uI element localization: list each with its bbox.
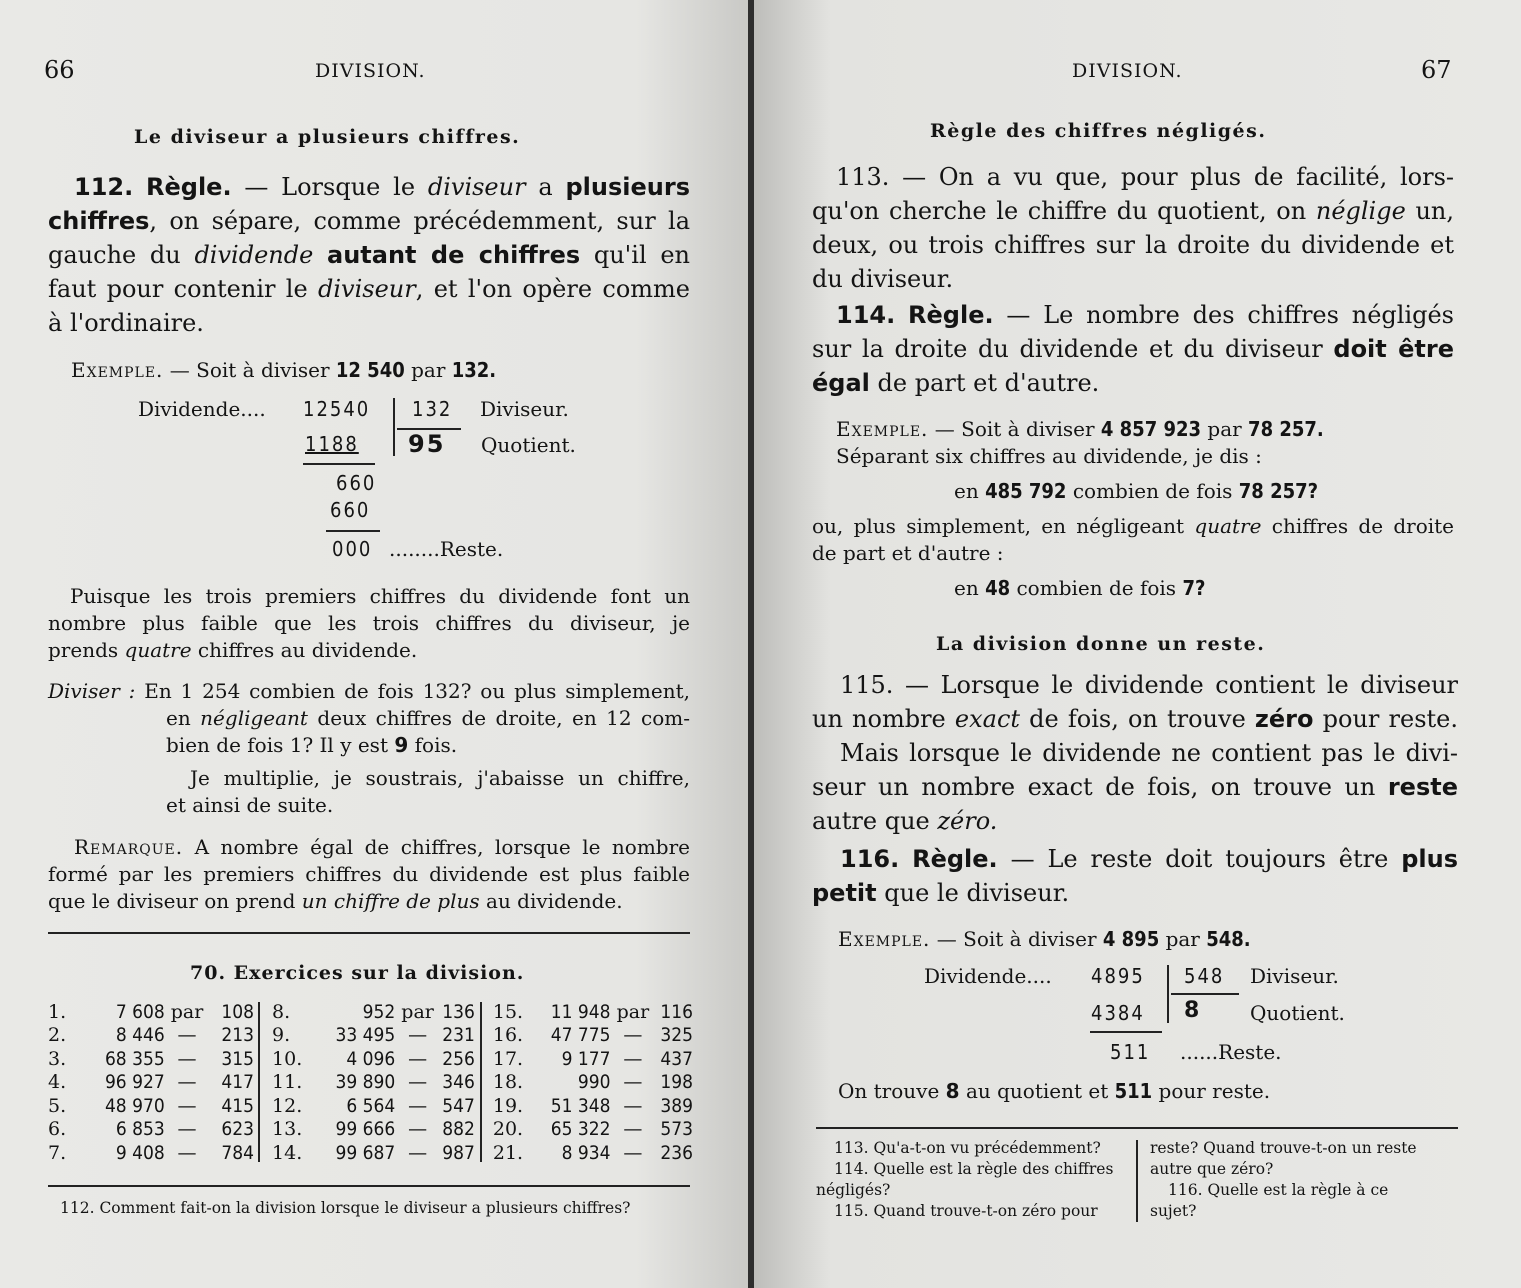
- exercise-connector: —: [177, 1024, 197, 1047]
- line: Puisque les trois premiers chiffres du dividende font un: [70, 584, 690, 608]
- footnote: autre que zéro?: [1150, 1160, 1274, 1178]
- exercise-number: 4.: [48, 1071, 67, 1094]
- exercise-dividend: 952: [362, 1000, 396, 1023]
- bold-term: doit être: [1333, 335, 1455, 363]
- text: On trouve: [838, 1079, 940, 1103]
- exercise-divisor: 198: [660, 1071, 693, 1094]
- rule-116: [812, 842, 1458, 910]
- text: en: [954, 479, 979, 503]
- bold-term: plusieurs: [565, 173, 690, 201]
- exercise-row: [48, 1118, 693, 1142]
- text: que le diviseur on prend: [48, 889, 296, 913]
- line: [812, 702, 1458, 736]
- diviser-block: [48, 678, 690, 819]
- text: — Le reste doit toujours être: [1010, 845, 1389, 873]
- exercise-connector: —: [623, 1071, 643, 1094]
- bold-term: zéro: [1254, 705, 1314, 733]
- quotient-label: Quotient.: [481, 433, 576, 457]
- dividende-label: Dividende....: [924, 964, 1052, 988]
- line: 115. — Lorsque le dividende contient le diviseur: [840, 671, 1458, 699]
- exercise-dividend: 99 666: [335, 1118, 396, 1141]
- remainder-line: 660: [336, 471, 377, 495]
- exercise-number: 19.: [492, 1094, 524, 1117]
- exercise-connector: par: [616, 1000, 650, 1023]
- italic-term: diviseur: [318, 275, 416, 303]
- text: prends: [48, 638, 119, 662]
- text: que le diviseur.: [884, 879, 1070, 907]
- number: 12 540: [335, 358, 405, 382]
- text: qu'on cherche le chiffre du quotient, on: [812, 197, 1307, 225]
- exercise-number: 20.: [492, 1118, 524, 1141]
- running-head: DIVISION.: [315, 60, 426, 82]
- exercise-connector: —: [408, 1118, 428, 1141]
- line: [48, 888, 690, 915]
- subtraction-rule: [326, 530, 380, 532]
- exercise-dividend: 68 355: [104, 1047, 165, 1070]
- rest-label: ......Reste.: [1180, 1040, 1282, 1064]
- text: , et l'on opère comme: [415, 275, 690, 303]
- text: — Soit à diviser: [936, 927, 1097, 951]
- text: combien de fois: [1072, 479, 1233, 503]
- exercise-connector: —: [623, 1047, 643, 1070]
- example-3: [838, 926, 1251, 953]
- divisor-label: Diviseur.: [1250, 964, 1339, 988]
- exercise-number: 21.: [492, 1141, 524, 1164]
- divisor: 548: [1184, 964, 1225, 988]
- exercise-number: 12.: [272, 1094, 303, 1117]
- exercise-divisor: 417: [221, 1071, 255, 1094]
- text: par: [411, 358, 446, 382]
- text: pour reste.: [1158, 1079, 1271, 1103]
- partial-product: 1188: [305, 432, 359, 456]
- exercise-row: [48, 1047, 693, 1071]
- footnote: négligés?: [816, 1181, 891, 1199]
- exercise-row: [48, 1071, 693, 1095]
- text: seur un nombre exact de fois, on trouve un: [812, 773, 1376, 801]
- exercise-connector: par: [170, 1000, 204, 1023]
- subtraction-rule: [303, 463, 375, 465]
- text: chiffres de droite: [1271, 514, 1455, 538]
- exercise-connector: —: [623, 1118, 643, 1141]
- text: un nombre: [812, 705, 946, 733]
- number: 485 792: [985, 479, 1067, 503]
- conclusion: [838, 1078, 1270, 1105]
- example-2: [812, 416, 1454, 602]
- running-head: DIVISION.: [1072, 60, 1183, 82]
- division-vertical-rule: [1167, 965, 1169, 1023]
- dividende-label: Dividende....: [138, 397, 266, 421]
- text: autre que: [812, 807, 930, 835]
- text: deux chiffres de droite, en 12 com-: [317, 706, 691, 730]
- section-title: Le diviseur a plusieurs chiffres.: [134, 126, 521, 148]
- exercise-divisor: 547: [442, 1094, 475, 1117]
- italic-term: quatre: [124, 638, 192, 662]
- text: au dividende.: [486, 889, 623, 913]
- line: [812, 804, 1458, 838]
- rule-number: 116.: [840, 845, 900, 873]
- italic-term: zéro.: [937, 807, 998, 835]
- divisor-label: Diviseur.: [480, 397, 569, 421]
- bold-term: plus: [1401, 845, 1458, 873]
- line: [812, 416, 1454, 443]
- exercise-dividend: 9 408: [115, 1141, 165, 1164]
- line: [48, 238, 690, 272]
- exercise-number: 9.: [272, 1024, 291, 1047]
- line: [812, 770, 1458, 804]
- text: sur la droite du dividende et du diviseur: [812, 335, 1323, 363]
- rule-114: [812, 298, 1454, 400]
- footnote: 115. Quand trouve-t-on zéro pour: [834, 1202, 1098, 1220]
- exercise-number: 15.: [492, 1000, 524, 1023]
- page-number: 67: [1421, 56, 1452, 84]
- line: [812, 478, 1454, 505]
- exercise-number: 18.: [492, 1071, 524, 1094]
- text: fois.: [414, 733, 458, 757]
- remarque-label: Remarque.: [74, 835, 184, 859]
- quotient-label: Quotient.: [1250, 1001, 1345, 1025]
- divider: [48, 932, 690, 934]
- exercise-number: 10.: [272, 1047, 303, 1070]
- exercise-number: 3.: [48, 1047, 67, 1070]
- exercise-connector: —: [408, 1094, 428, 1117]
- exercise-dividend: 990: [577, 1071, 611, 1094]
- number: 511: [1114, 1079, 1153, 1103]
- text: — Soit à diviser: [169, 358, 330, 382]
- italic-term: un chiffre de plus: [301, 889, 480, 913]
- left-page: [0, 0, 748, 1288]
- exercise-dividend: 65 322: [550, 1118, 611, 1141]
- line: [812, 842, 1458, 876]
- text: Lorsque le: [281, 173, 416, 201]
- exercise-number: 5.: [48, 1094, 67, 1117]
- exercise-dividend: 51 348: [550, 1094, 611, 1117]
- line: et ainsi de suite.: [166, 793, 334, 817]
- footnote: 114. Quelle est la règle des chiffres: [834, 1160, 1114, 1178]
- exercise-number: 1.: [48, 1000, 67, 1023]
- text: qu'il en: [593, 241, 690, 269]
- exercise-dividend: 33 495: [335, 1024, 396, 1047]
- exercise-connector: —: [408, 1024, 428, 1047]
- exercise-divisor: 623: [221, 1118, 255, 1141]
- exercise-divisor: 256: [442, 1047, 475, 1070]
- line: [48, 170, 690, 204]
- diviser-label: Diviser :: [48, 679, 136, 703]
- line: [48, 834, 690, 861]
- example-1: [71, 357, 496, 384]
- quotient: 8: [1184, 998, 1200, 1023]
- footnote-divider: [1136, 1140, 1138, 1222]
- line: formé par les premiers chiffres du dividende est plus faible: [48, 862, 690, 886]
- text: de part et d'autre.: [877, 369, 1100, 397]
- line: [812, 332, 1454, 366]
- exercise-dividend: 7 608: [115, 1000, 165, 1023]
- right-page: [754, 0, 1521, 1288]
- footnote: reste? Quand trouve-t-on un reste: [1150, 1139, 1417, 1157]
- line: nombre plus faible que les trois chiffres du diviseur, je: [48, 611, 690, 635]
- italic-term: diviseur: [427, 173, 526, 201]
- line: [48, 705, 690, 732]
- exercise-connector: —: [408, 1047, 428, 1070]
- number: 132.: [451, 358, 497, 382]
- italic-term: dividende: [194, 241, 314, 269]
- exercises-table: [48, 1000, 693, 1165]
- divider: [48, 1185, 690, 1187]
- line: Séparant six chiffres au dividende, je dis :: [836, 444, 1262, 468]
- italic-term: négligeant: [200, 706, 308, 730]
- divider: [816, 1127, 1458, 1129]
- bold-term: égal: [812, 369, 870, 397]
- line: [48, 732, 690, 759]
- exercise-row: [48, 1024, 693, 1048]
- italic-term: quatre: [1194, 514, 1262, 538]
- number: 7?: [1182, 576, 1206, 600]
- exercise-divisor: 882: [442, 1118, 475, 1141]
- division-vertical-rule: [393, 398, 395, 456]
- exercise-dividend: 4 096: [346, 1047, 396, 1070]
- rule-head: Règle.: [912, 845, 998, 873]
- section-title: La division donne un reste.: [936, 633, 1266, 655]
- footnotes-left: [816, 1138, 1126, 1222]
- exercise-connector: —: [408, 1071, 428, 1094]
- rest: 000: [332, 537, 373, 561]
- page-number: 66: [44, 56, 75, 84]
- bold-term: autant de chiffres: [327, 241, 581, 269]
- example-label: Exemple.: [838, 927, 931, 951]
- exercise-dividend: 47 775: [550, 1024, 611, 1047]
- text: — Soit à diviser: [934, 417, 1095, 441]
- exercise-connector: —: [623, 1024, 643, 1047]
- line: [812, 194, 1454, 228]
- bold-term: petit: [812, 879, 877, 907]
- line: Je multiplie, je soustrais, j'abaisse un chiffre,: [190, 766, 690, 790]
- example-label: Exemple.: [836, 417, 929, 441]
- footnote: 113. Qu'a-t-on vu précédemment?: [834, 1139, 1101, 1157]
- exercise-divisor: 325: [660, 1024, 693, 1047]
- line: [48, 204, 690, 238]
- rule-head: Règle.: [908, 301, 994, 329]
- line: [812, 298, 1454, 332]
- text: gauche du: [48, 241, 181, 269]
- number: 4 895: [1102, 927, 1160, 951]
- footnotes-right: [1150, 1138, 1460, 1222]
- text: en: [166, 706, 191, 730]
- exercise-row: [48, 1000, 693, 1024]
- column-divider: [480, 1002, 482, 1162]
- exercise-connector: —: [623, 1094, 643, 1117]
- number: 78 257.: [1248, 417, 1324, 441]
- quotient-rule: [1171, 993, 1239, 995]
- text: En 1 254 combien de fois 132? ou plus simplement,: [144, 679, 691, 703]
- exercise-connector: —: [177, 1118, 197, 1141]
- exercise-divisor: 389: [660, 1094, 693, 1117]
- exercise-number: 8.: [272, 1000, 291, 1023]
- exercise-row: [48, 1094, 693, 1118]
- exercise-dividend: 8 934: [561, 1141, 611, 1164]
- exercise-divisor: 415: [221, 1094, 255, 1117]
- exercise-connector: —: [623, 1141, 643, 1164]
- exercise-dividend: 48 970: [104, 1094, 165, 1117]
- text: chiffres au dividende.: [197, 638, 418, 662]
- example-label: Exemple.: [71, 358, 164, 382]
- remainder-line: 660: [330, 498, 371, 522]
- exercise-number: 13.: [272, 1118, 303, 1141]
- paragraph-115: [812, 668, 1458, 838]
- line: [48, 678, 690, 705]
- dash: —: [244, 173, 269, 201]
- exercises-title: 70. Exercices sur la division.: [190, 962, 525, 984]
- text: au quotient et: [965, 1079, 1109, 1103]
- rule-112: [48, 170, 690, 340]
- exercise-divisor: 236: [660, 1141, 693, 1164]
- footnote: 112. Comment fait-on la division lorsque le diviseur a plusieurs chiffres?: [60, 1199, 631, 1217]
- column-divider: [258, 1002, 260, 1162]
- exercise-connector: —: [177, 1071, 197, 1094]
- exercise-dividend: 96 927: [104, 1071, 165, 1094]
- bold-term: 8: [945, 1079, 960, 1103]
- remarque: [48, 834, 690, 915]
- line: Mais lorsque le dividende ne contient pas le divi-: [840, 739, 1458, 767]
- exercise-connector: par: [401, 1000, 434, 1023]
- exercise-divisor: 213: [221, 1024, 255, 1047]
- line: deux, ou trois chiffres sur la droite du dividende et: [812, 231, 1454, 259]
- text: — Le nombre des chiffres négligés: [1006, 301, 1455, 329]
- number: 48: [985, 576, 1011, 600]
- rest-label: ........Reste.: [389, 537, 504, 561]
- text: ou, plus simplement, en négligeant: [812, 514, 1185, 538]
- number: 548.: [1206, 927, 1251, 951]
- line: [812, 876, 1458, 910]
- exercise-connector: —: [408, 1141, 428, 1164]
- number: 78 257?: [1238, 479, 1319, 503]
- line: à l'ordinaire.: [48, 309, 204, 337]
- text: pour reste.: [1322, 705, 1458, 733]
- text: par: [1207, 417, 1242, 441]
- exercise-number: 7.: [48, 1141, 67, 1164]
- subtraction-rule: [1090, 1031, 1162, 1033]
- paragraph-113: [812, 160, 1454, 296]
- exercise-divisor: 116: [660, 1000, 693, 1023]
- exercise-connector: —: [177, 1047, 197, 1070]
- line: [812, 366, 1454, 400]
- exercise-dividend: 99 687: [335, 1141, 396, 1164]
- footnote: sujet?: [1150, 1202, 1197, 1220]
- footnote: 116. Quelle est la règle à ce: [1168, 1181, 1389, 1199]
- text: , on sépare, comme précédemment, sur la: [149, 207, 690, 235]
- partial-product: 4384: [1091, 1001, 1145, 1025]
- exercise-divisor: 987: [442, 1141, 475, 1164]
- line: [48, 272, 690, 306]
- exercise-dividend: 8 446: [115, 1024, 165, 1047]
- line: [812, 513, 1454, 540]
- line: 113. — On a vu que, pour plus de facilité, lors-: [836, 163, 1454, 191]
- bold-term: chiffres: [48, 207, 150, 235]
- exercise-number: 17.: [492, 1047, 524, 1070]
- line: du diviseur.: [812, 265, 954, 293]
- exercise-number: 6.: [48, 1118, 67, 1141]
- exercise-dividend: 11 948: [550, 1000, 611, 1023]
- quotient: 95: [408, 430, 446, 458]
- exercise-divisor: 784: [221, 1141, 255, 1164]
- line: [48, 637, 690, 664]
- text: combien de fois: [1016, 576, 1177, 600]
- exercise-dividend: 6 564: [346, 1094, 396, 1117]
- rule-number: 112.: [74, 173, 134, 201]
- exercise-divisor: 231: [442, 1024, 475, 1047]
- exercise-divisor: 573: [660, 1118, 693, 1141]
- exercise-dividend: 9 177: [561, 1047, 611, 1070]
- number: 4 857 923: [1100, 417, 1202, 441]
- text: bien de fois 1? Il y est: [166, 733, 388, 757]
- exercise-divisor: 315: [221, 1047, 255, 1070]
- text: par: [1165, 927, 1200, 951]
- exercise-connector: —: [177, 1094, 197, 1117]
- divisor: 132: [412, 397, 453, 421]
- line: de part et d'autre :: [812, 541, 1004, 565]
- bold-term: 9: [394, 733, 409, 757]
- text: en: [954, 576, 979, 600]
- text: de fois, on trouve: [1029, 705, 1246, 733]
- exercise-number: 14.: [272, 1141, 303, 1164]
- exercise-divisor: 108: [221, 1000, 255, 1023]
- exercise-divisor: 136: [442, 1000, 475, 1023]
- italic-term: exact: [954, 705, 1021, 733]
- italic-term: néglige: [1315, 197, 1406, 225]
- exercise-divisor: 437: [660, 1047, 693, 1070]
- bold-term: reste: [1387, 773, 1458, 801]
- rule-number: 114.: [836, 301, 896, 329]
- text: un,: [1415, 197, 1454, 225]
- exercise-connector: —: [177, 1141, 197, 1164]
- dividend: 12540: [303, 397, 371, 421]
- text: a: [538, 173, 553, 201]
- exercise-dividend: 39 890: [335, 1071, 396, 1094]
- line: [812, 575, 1454, 602]
- rule-head: Règle.: [146, 173, 232, 201]
- exercise-number: 11.: [272, 1071, 303, 1094]
- dividend: 4895: [1091, 964, 1145, 988]
- text: A nombre égal de chiffres, lorsque le nombre: [194, 835, 691, 859]
- exercise-row: [48, 1141, 693, 1165]
- rest: 511: [1110, 1040, 1151, 1064]
- exercise-number: 2.: [48, 1024, 67, 1047]
- exercise-divisor: 346: [442, 1071, 475, 1094]
- exercise-number: 16.: [492, 1024, 524, 1047]
- paragraph: [48, 583, 690, 664]
- exercise-dividend: 6 853: [115, 1118, 165, 1141]
- section-title: Règle des chiffres négligés.: [930, 120, 1267, 142]
- text: faut pour contenir le: [48, 275, 308, 303]
